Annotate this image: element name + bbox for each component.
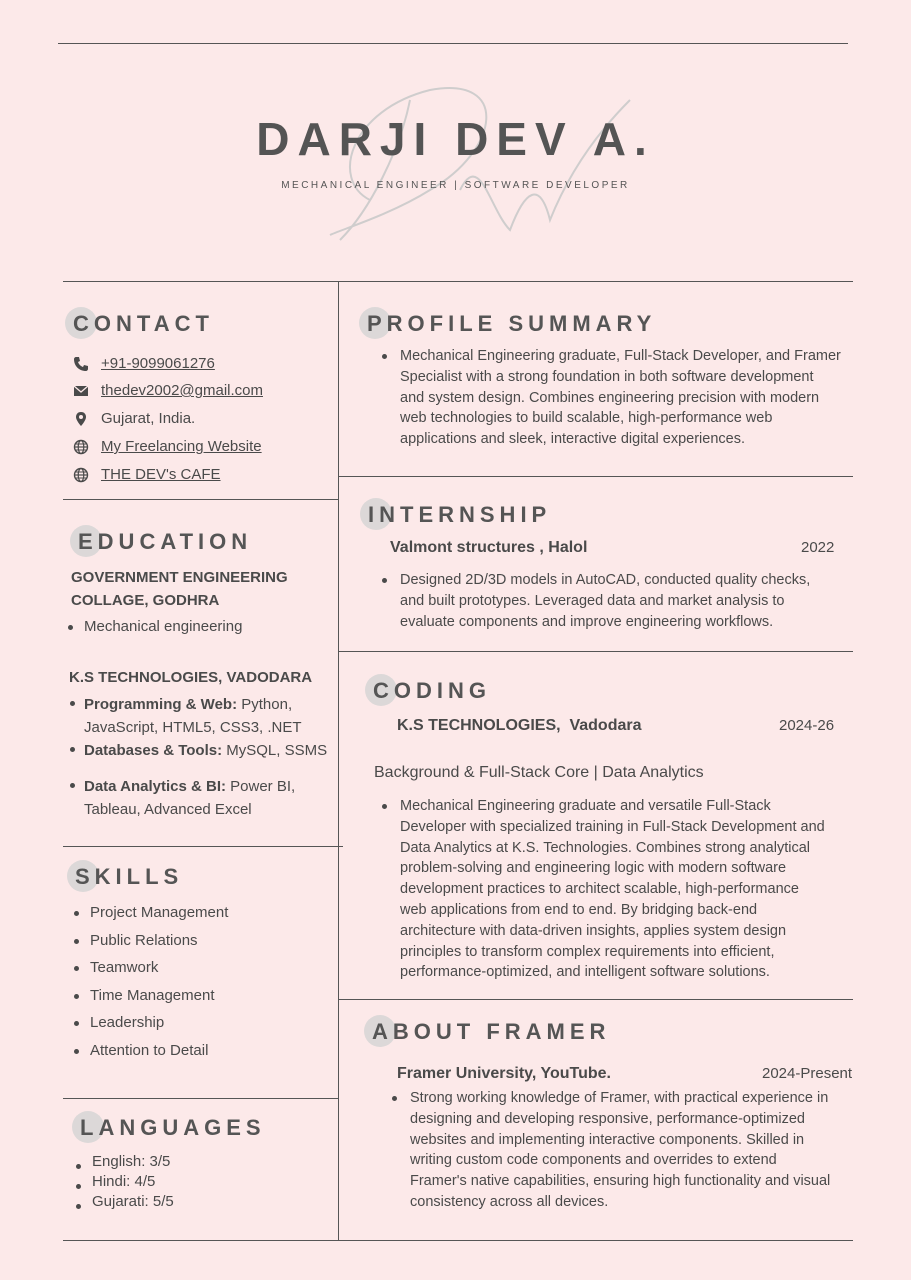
framer-description: Strong working knowledge of Framer, with practical experience in designing and developing responsive, performance-optimized websites and implementing interactive components. Skilled in writing custom code components and overrides to extend Framer's native capabilities, ensuring high functionality and visual consistency across all devices. [410,1088,869,1213]
school-name-line2: COLLAGE, GODHRA [71,592,220,609]
website-link[interactable]: My Freelancing Website [101,438,262,455]
coding-year: 2024-26 [779,717,835,734]
bullet [70,747,75,752]
phone-icon [73,356,89,372]
skills-heading: SKILLS [75,864,183,890]
right-divider-2 [338,651,853,652]
candidate-name: DARJI DEV A. [256,113,655,165]
education-heading: EDUCATION [78,529,252,555]
framer-year: 2024-Present [762,1065,853,1082]
list-item: Project Management [70,899,228,927]
contact-email[interactable] [73,382,263,399]
list-item: Attention to Detail [70,1037,228,1065]
left-divider-3 [63,1098,338,1099]
left-divider-1 [63,499,338,500]
right-divider-1 [338,476,853,477]
internship-year: 2022 [801,539,835,556]
left-divider-2 [63,846,343,847]
profile-summary-text: Mechanical Engineering graduate, Full-Stack Developer, and Framer Specialist with a strong foundation in both software development and system design. Combines engineering precision with modern web technologies to build scalable, high-performance web applications and sleek, interactive digital experiences. [400,346,860,450]
globe-icon [73,467,89,483]
coding-description: Mechanical Engineering graduate and versatile Full-Stack Developer with specialized training in Full-Stack Development and Data Analytics at K.S. Technologies. Combines strong analytical problem-solving and engineering logic with modern software development practices to architect scalable, high-performance web applications from end to end. By bridging back-end architecture with data-driven insights, applies system design principles to transform complex requirements into efficient, performance-optimized, and intelligent software solutions. [400,796,858,983]
list-item: Teamwork [70,954,228,982]
list-item: Leadership [70,1009,228,1037]
internship-description: Designed 2D/3D models in AutoCAD, conducted quality checks, and built prototypes. Leveraged data and market analysis to evaluate components and improve engineering workflows. [400,570,858,632]
phone-link[interactable]: +91-9099061276 [101,355,215,372]
coding-subheading: Background & Full-Stack Core | Data Analytics [374,764,704,781]
skills-list [70,899,228,1064]
profile-heading: PROFILE SUMMARY [367,311,656,337]
contact-cafe[interactable] [73,466,221,483]
contact-phone[interactable] [73,355,215,372]
contact-location [73,410,195,427]
languages-heading: LANGUAGES [80,1115,266,1141]
contact-website[interactable] [73,438,262,455]
mail-icon [73,383,89,399]
languages-list [72,1152,174,1212]
list-item: English: 3/5 [72,1152,174,1172]
globe-icon [73,439,89,455]
skill-databases: Databases & Tools: MySQL, SSMS [84,742,328,759]
list-item: Gujarati: 5/5 [72,1192,174,1212]
bottom-rule [63,1240,853,1241]
column-divider [338,281,339,1241]
internship-heading: INTERNSHIP [368,502,551,528]
contact-heading: CONTACT [73,311,214,337]
right-divider-3 [338,999,853,1000]
school-list [64,613,242,641]
list-item: Mechanical engineering [64,613,242,641]
candidate-title: MECHANICAL ENGINEER | SOFTWARE DEVELOPER [281,180,630,191]
coding-company: K.S TECHNOLOGIES, Vadodara [397,717,642,734]
internship-company: Valmont structures , Halol [390,539,588,556]
framer-heading: ABOUT FRAMER [372,1019,610,1045]
cafe-link[interactable]: THE DEV's CAFE [101,466,221,483]
list-item: Hindi: 4/5 [72,1172,174,1192]
school-name-line1: GOVERNMENT ENGINEERING [71,569,288,586]
skill-programming: Programming & Web: Python, JavaScript, HTML5, CSS3, .NET [84,696,302,736]
list-item: Time Management [70,982,228,1010]
bullet [70,701,75,706]
location-pin-icon [73,411,89,427]
bullet [70,783,75,788]
email-link[interactable]: thedev2002@gmail.com [101,382,263,399]
location-text: Gujarat, India. [101,410,196,427]
framer-source: Framer University, YouTube. [397,1065,611,1082]
header-divider [63,281,853,282]
skill-analytics: Data Analytics & BI: Power BI, Tableau, Advanced Excel [84,778,296,818]
coding-heading: CODING [373,678,491,704]
company-name: K.S TECHNOLOGIES, VADODARA [69,669,313,686]
list-item: Public Relations [70,927,228,955]
top-rule [58,43,848,44]
